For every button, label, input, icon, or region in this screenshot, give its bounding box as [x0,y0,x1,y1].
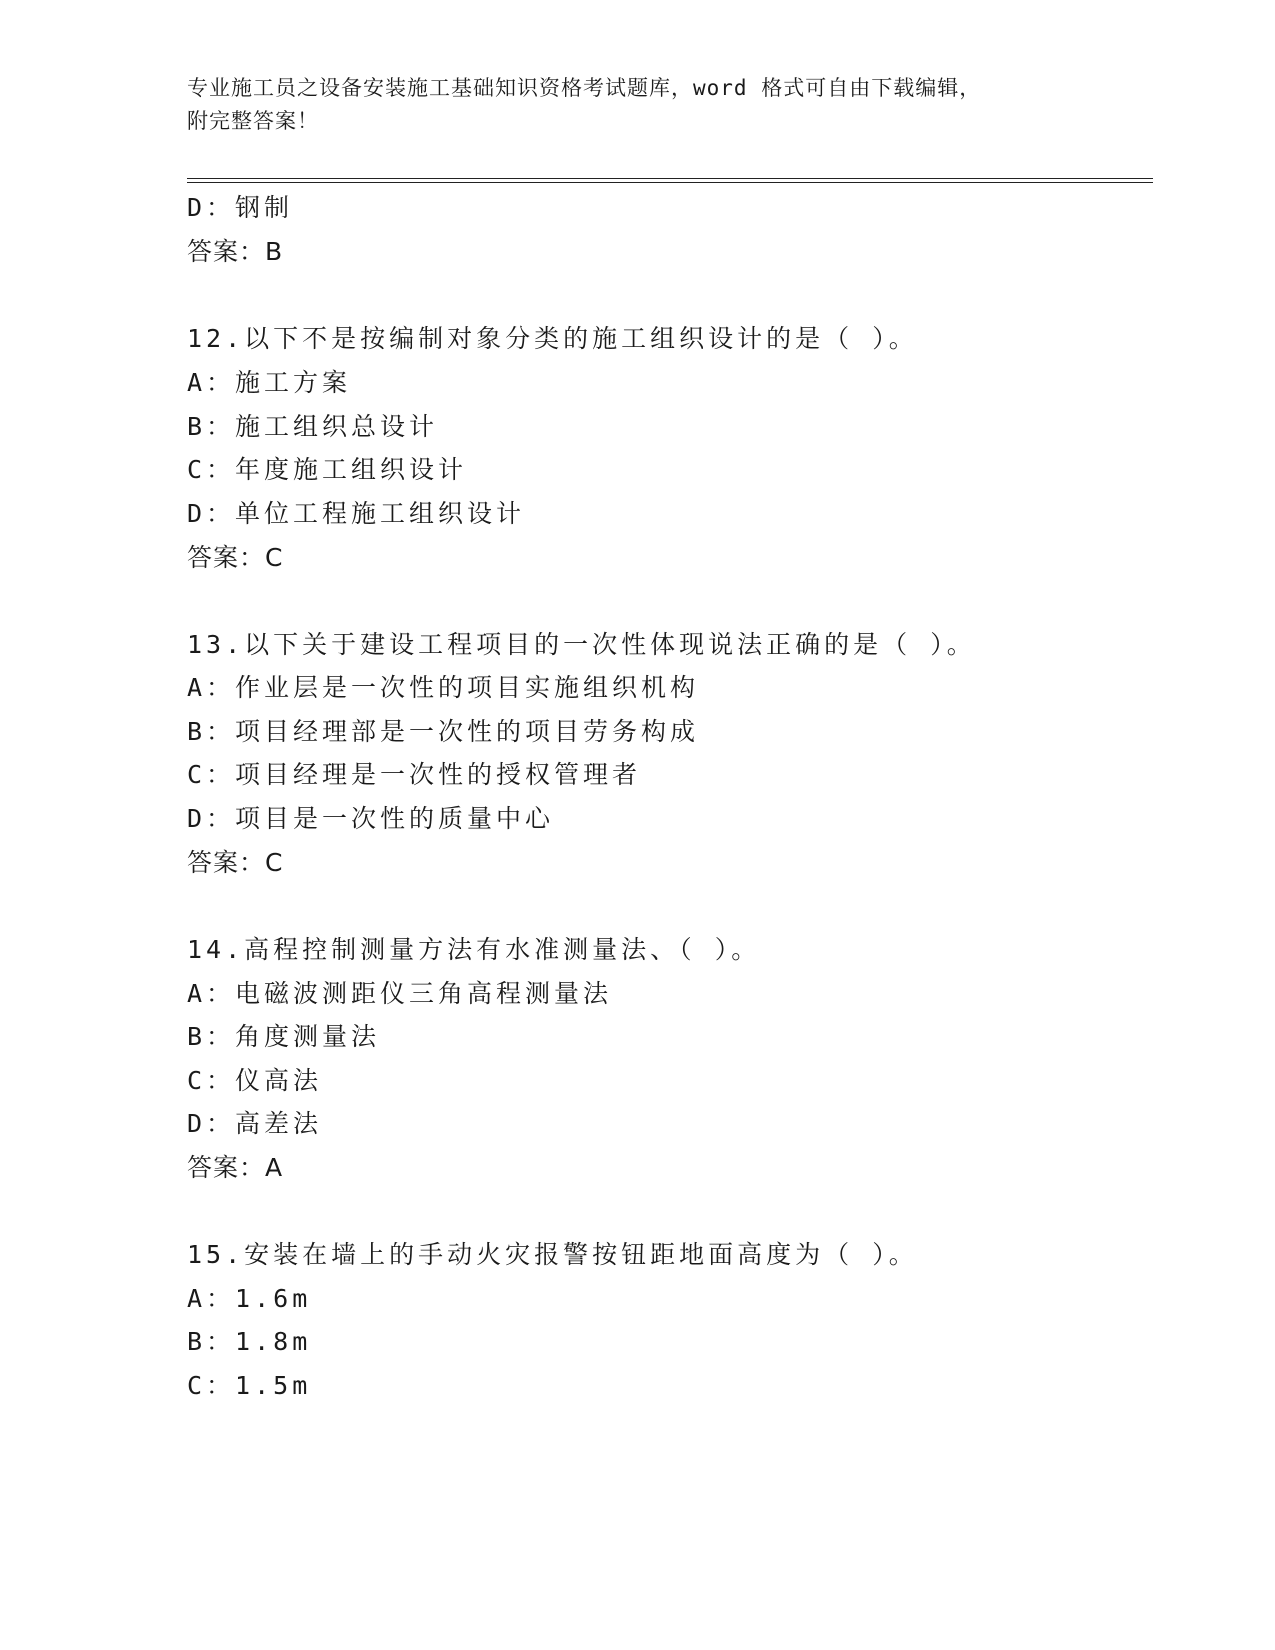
question-12-option-a: A：施工方案 [187,368,352,397]
header-line-1: 专业施工员之设备安装施工基础知识资格考试题库，word 格式可自由下载编辑， [187,76,982,100]
header-divider-top [187,178,1153,179]
question-14-answer: 答案：A [187,1153,284,1182]
question-15-option-c: C：1.5m [187,1371,312,1400]
question-13-option-d: D：项目是一次性的质量中心 [187,804,555,833]
question-15-option-b: B：1.8m [187,1327,312,1356]
question-12-answer: 答案：C [187,543,284,572]
question-15-option-a: A：1.6m [187,1284,312,1313]
question-14-option-a: A：电磁波测距仪三角高程测量法 [187,979,613,1008]
question-15-stem: 15.安装在墙上的手动火灾报警按钮距地面高度为（ ）。 [187,1240,918,1269]
question-12-option-d: D：单位工程施工组织设计 [187,499,526,528]
question-12-stem: 12.以下不是按编制对象分类的施工组织设计的是（ ）。 [187,324,918,353]
question-13-stem: 13.以下关于建设工程项目的一次性体现说法正确的是（ ）。 [187,630,976,659]
header-line-2: 附完整答案！ [187,109,319,133]
question-12-option-b: B：施工组织总设计 [187,412,439,441]
question-14-option-b: B：角度测量法 [187,1022,381,1051]
question-14-option-c: C：仪高法 [187,1066,323,1095]
question-12-option-c: C：年度施工组织设计 [187,455,468,484]
carryover-option-d: D：钢制 [187,193,294,222]
question-13-option-c: C：项目经理是一次性的授权管理者 [187,760,642,789]
question-13-answer: 答案：C [187,848,284,877]
question-13-option-a: A：作业层是一次性的项目实施组织机构 [187,673,700,702]
question-14-option-d: D：高差法 [187,1109,323,1138]
carryover-answer: 答案：B [187,237,284,266]
document-header [187,72,1087,138]
question-14-stem: 14.高程控制测量方法有水准测量法、（ ）。 [187,935,761,964]
header-divider-bottom [187,182,1153,183]
question-13-option-b: B：项目经理部是一次性的项目劳务构成 [187,717,700,746]
